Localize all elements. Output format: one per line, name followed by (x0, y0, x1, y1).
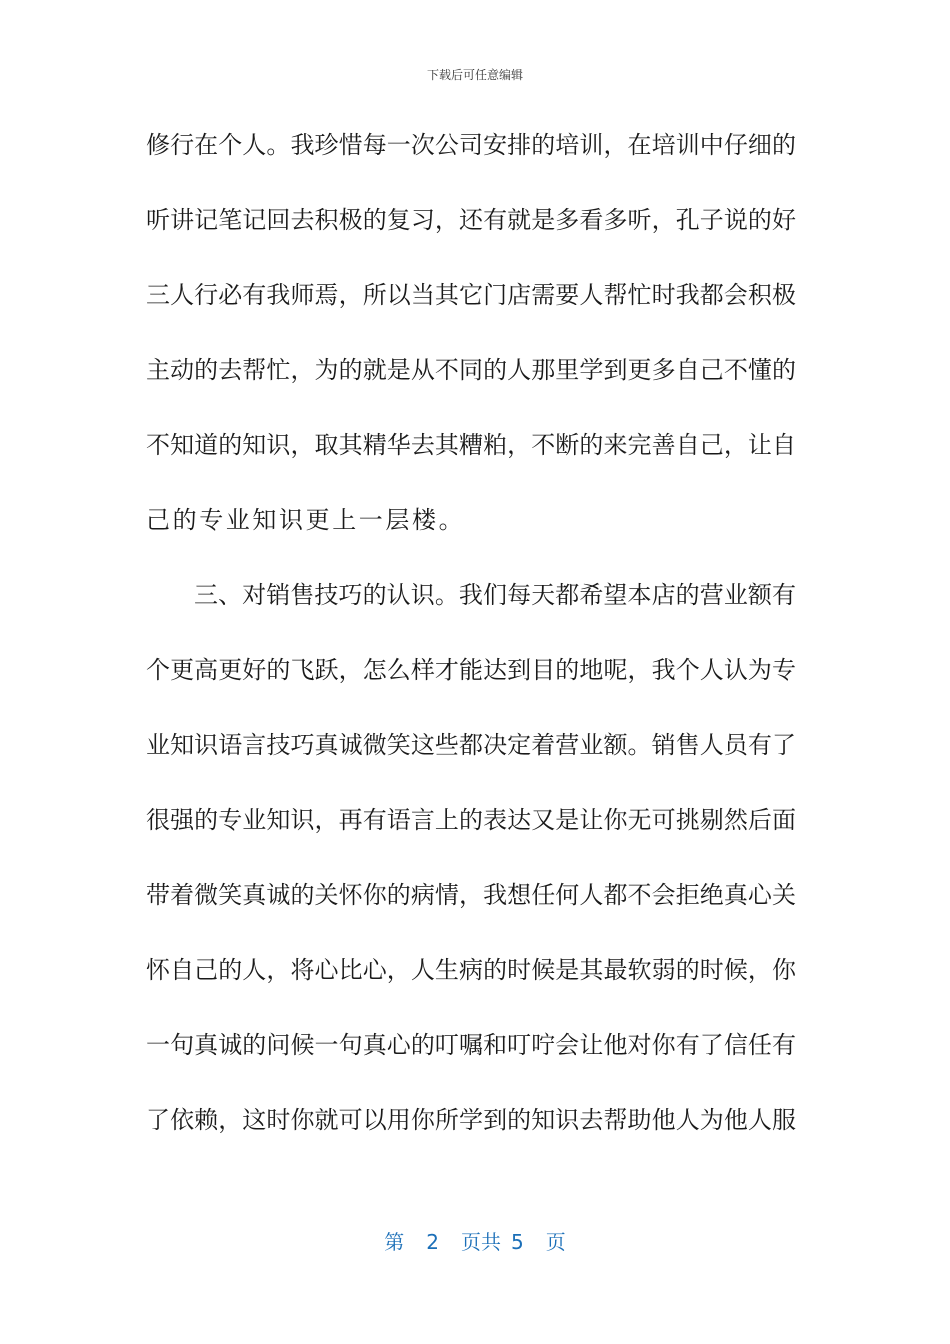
page-label-mid: 页共 (461, 1230, 501, 1254)
body-line: 不知道的知识，取其精华去其糟粕，不断的来完善自己，让自 (146, 431, 796, 459)
body-line: 很强的专业知识，再有语言上的表达又是让你无可挑剔然后面 (146, 806, 796, 834)
body-line: 主动的去帮忙，为的就是从不同的人那里学到更多自己不懂的 (146, 356, 796, 384)
current-page-number: 2 (426, 1230, 439, 1254)
body-line: 带着微笑真诚的关怀你的病情，我想任何人都不会拒绝真心关 (146, 881, 796, 909)
body-line: 己的专业知识更上一层楼。 (146, 506, 466, 534)
page-footer (0, 1226, 950, 1255)
body-line: 三人行必有我师焉，所以当其它门店需要人帮忙时我都会积极 (146, 281, 796, 309)
body-line: 一句真诚的问候一句真心的叮嘱和叮咛会让他对你有了信任有 (146, 1031, 796, 1059)
page-label-suffix: 页 (545, 1230, 566, 1254)
page-header: 下载后可任意编辑 (426, 68, 523, 82)
body-line: 听讲记笔记回去积极的复习，还有就是多看多听，孔子说的好 (146, 206, 796, 234)
page-label-prefix: 第 (384, 1230, 405, 1254)
body-line: 业知识语言技巧真诚微笑这些都决定着营业额。销售人员有了 (146, 731, 796, 759)
body-line: 修行在个人。我珍惜每一次公司安排的培训，在培训中仔细的 (146, 131, 796, 159)
body-line: 怀自己的人，将心比心，人生病的时候是其最软弱的时候，你 (146, 956, 796, 984)
body-line: 了依赖，这时你就可以用你所学到的知识去帮助他人为他人服 (146, 1106, 796, 1134)
body-line: 个更高更好的飞跃，怎么样才能达到目的地呢，我个人认为专 (146, 656, 796, 684)
total-pages-number: 5 (511, 1230, 524, 1254)
body-line: 三、对销售技巧的认识。我们每天都希望本店的营业额有 (194, 581, 796, 609)
